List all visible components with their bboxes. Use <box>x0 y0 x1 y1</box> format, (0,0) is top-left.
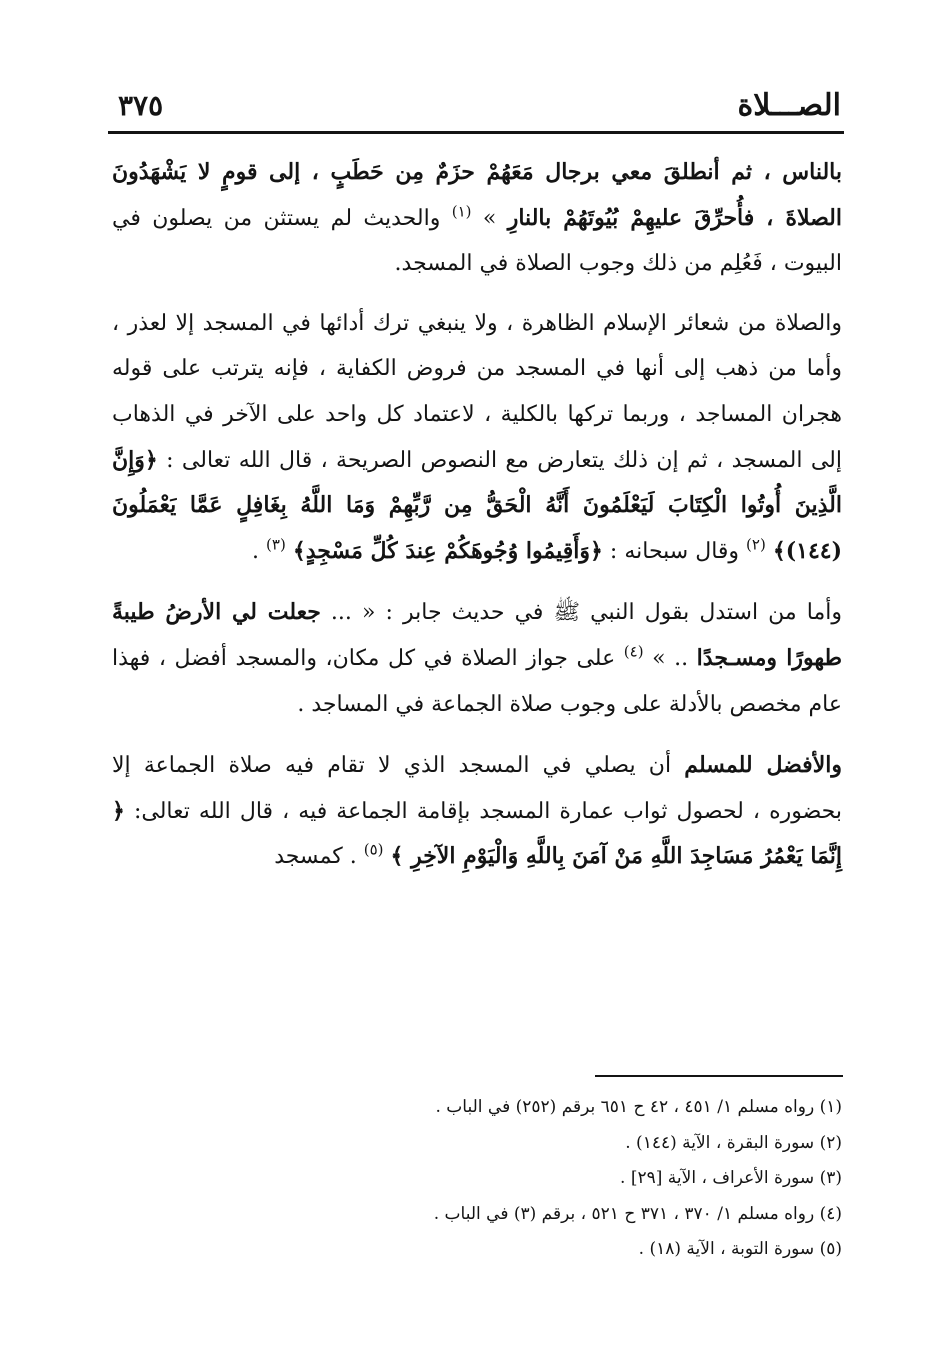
paragraph-2 <box>112 301 842 575</box>
footnotes <box>300 1090 842 1268</box>
bold-text: بالناس ، ثم أنطلقَ معي برجال مَعَهُمْ حزَمٌ مِن حَطَبٍ ، إلى قومٍ لا يَشْهَدُونَ الصلاةَ ، فأُحرِّقَ عليهِمْ بُيُوتَهُمْ بالنارِ <box>112 159 842 231</box>
footnote-ref: (٣) <box>266 535 286 554</box>
text-run: أن يصلي في المسجد الذي لا تقام فيه صلاة الجماعة إلا بحضوره ، لحصول ثواب عمارة المسجد بإقامة الجماعة فيه ، قال الله تعالى: <box>112 753 842 824</box>
text-run <box>766 539 773 564</box>
text-run: على جواز الصلاة في كل مكان، والمسجد أفضل ، فهذا عام مخصص بالأدلة على وجوب صلاة الجماعة في المساجد . <box>112 645 842 717</box>
bold-text: جعلت لي الأرضُ طيبةً طهورًا ومسـجدًا <box>112 599 842 671</box>
text-run: . <box>252 538 267 564</box>
text-run: . كمسجد <box>274 844 364 870</box>
text-run <box>286 539 293 564</box>
bold-text: والأفضل للمسلم <box>684 752 842 779</box>
bold-text: ﴿وَإِنَّ الَّذِينَ أُوتُوا الْكِتَابَ لَيَعْلَمُونَ أَنَّهُ الْحَقُّ مِن رَّبِّهِمْ وَمَا اللَّهُ بِغَافِلٍ عَمَّا يَعْمَلُونَ (١٤٤)﴾ <box>112 446 842 564</box>
header-rule <box>108 131 844 134</box>
text-run: والحديث لم يستثن من يصلون في البيوت ، فَعُلِم من ذلك وجوب الصلاة في المسجد. <box>112 205 842 277</box>
text-run: وقال سبحانه : <box>602 538 747 564</box>
footnote-ref: (٤) <box>623 642 644 661</box>
page-header <box>118 86 841 126</box>
text-run: .. » <box>643 645 697 671</box>
bold-text: ﴿ إِنَّمَا يَعْمُرُ مَسَاجِدَ اللَّهِ مَنْ آمَنَ بِاللَّهِ وَالْيَوْمِ الآخِرِ ﴾ <box>112 797 842 870</box>
paragraph-1 <box>112 150 842 287</box>
footnote-5: (٥) سورة التوبة ، الآية (١٨) . <box>638 1239 842 1259</box>
paragraph-3 <box>112 590 842 727</box>
footnote-2: (٢) سورة البقرة ، الآية (١٤٤) . <box>625 1132 842 1153</box>
footnote-1: (١) رواه مسلم ١/ ٤٥١ ، ٤٢ ح ٦٥١ برقم (٢٥٢) في الباب . <box>435 1097 842 1117</box>
footnote-3: (٣) سورة الأعراف ، الآية [٢٩] . <box>620 1168 842 1188</box>
page-number: ٣٧٥ <box>118 89 164 122</box>
text-run: والصلاة من شعائر الإسلام الظاهرة ، ولا ينبغي ترك أدائها في المسجد إلا لعذر ، وأما من ذهب إلى أنها في المسجد من فروض الكفاية ، فإنه يترتب على قوله هجران المساجد ، وربما تركها بالكلية ، لاعتماد كل واحد على الآخر في الذهاب إلى المسجد ، ثم إن ذلك يتعارض مع النصوص الصريحة ، قال الله تعالى : <box>112 310 842 473</box>
bold-text: ﴿وَأَقِيمُوا وُجُوهَكُمْ عِندَ كُلِّ مَسْجِدٍ﴾ <box>292 537 603 564</box>
paragraph-4 <box>112 743 842 880</box>
text-run: » <box>471 205 508 231</box>
main-text <box>112 150 842 896</box>
chapter-title: الصـــلاة <box>737 88 841 123</box>
footnote-separator <box>595 1075 843 1077</box>
text-run <box>384 844 391 869</box>
footnote-ref: (١) <box>451 202 472 221</box>
footnote-ref: (٥) <box>363 840 384 859</box>
text-run: وأما من استدل بقول النبي ﷺ في حديث جابر : « ... <box>320 600 842 626</box>
footnote-4: (٤) رواه مسلم ١/ ٣٧٠ ، ٣٧١ ح ٥٢١ ، برقم (٣) في الباب . <box>433 1203 842 1224</box>
footnote-ref: (٢) <box>746 535 766 554</box>
